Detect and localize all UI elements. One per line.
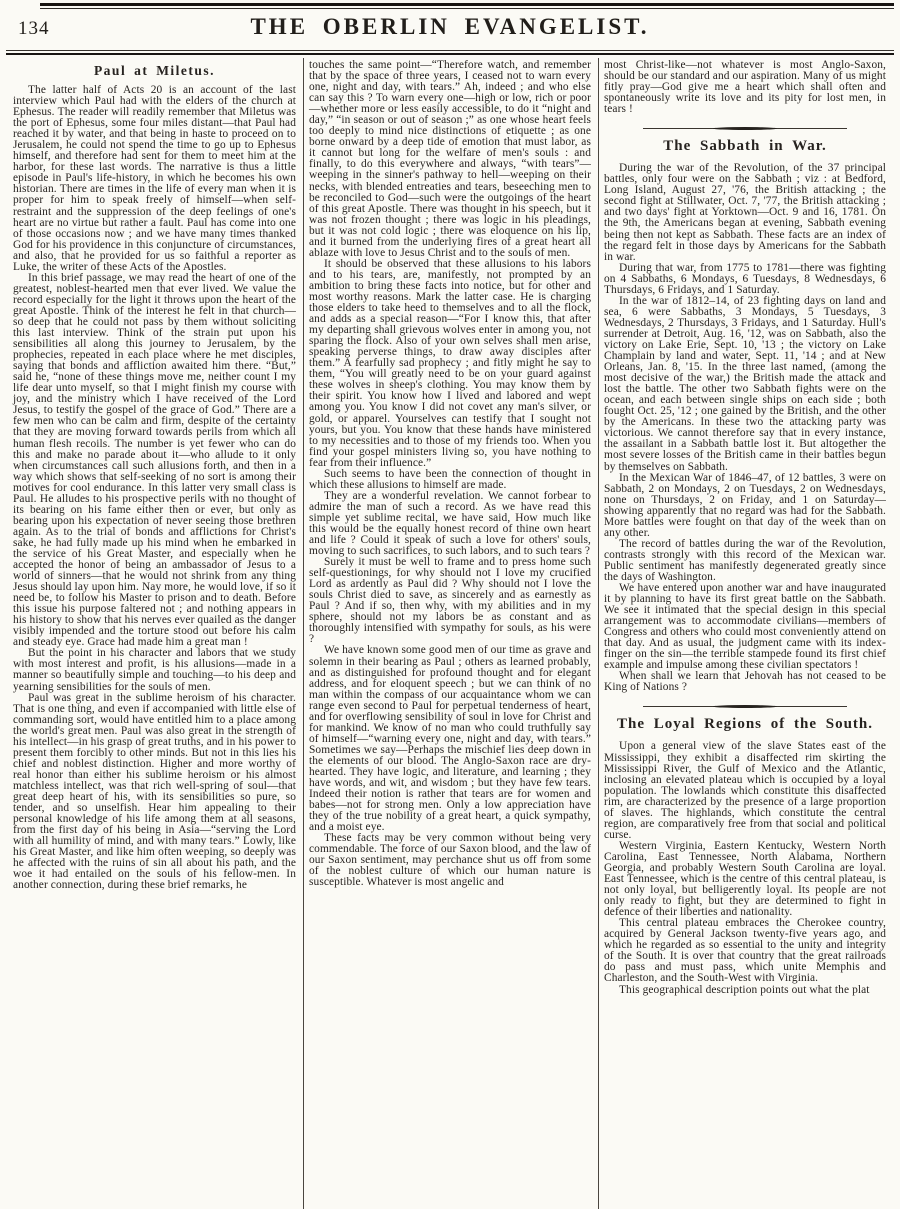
paragraph: Surely it must be well to frame and to press home such self-questionings, for why should not I love my crucified Lord as ardently as Paul did ? Why should not I love the souls Christ died to save, as sincerely and as earnestly as Paul ? And if so, then why, with my abilities and in my sphere, should not my labors be as constant and as thoroughly intensified with sympathy for souls, as his were ?	[309, 556, 591, 646]
header-rule-thin	[6, 50, 894, 51]
page-header	[14, 12, 886, 46]
paragraph: In the war of 1812–14, of 23 fighting days on land and sea, 6 were Sabbaths, 3 Mondays, 5 Tuesdays, 3 Wednesdays, 2 Thursdays, 3 Fridays, and 1 Saturday. Hull's surrender at Detroit, Aug. 16, '12, was on Sabbath, also the victory on Lake Erie, Sept. 10, '13 ; the victory on Lake Champlain by land and water, Sept. 11, '14 ; and at New Orleans, Jan. 8, '15. In the three last named, (among the most decisive of the war,) the British made the attack and lost the battle. The other two Sabbath fights were on the ocean, and each between single ships on each side ; both fought Oct. 25, '12 ; one gained by the British, and the other by the Americans. In these two the attacking party was victorious. We cannot therefore say that in every instance, the assailant in a Sabbath battle lost it. But altogether the most severe losses of the British came in their battles begun by themselves on Sabbath.	[604, 294, 886, 473]
column-3	[598, 58, 893, 1209]
paragraph: During that war, from 1775 to 1781—there was fighting on 4 Sabbaths, 6 Mondays, 6 Tuesdays, 8 Wednesdays, 6 Thursdays, 6 Fridays, and 1 Saturday.	[604, 261, 886, 296]
column-1	[8, 58, 303, 1209]
column-2	[303, 58, 598, 1209]
paragraph: We have entered upon another war and have inaugurated it by planning to have its first great battle on the Sabbath. We see it intimated that the special design in this special arrangement was to accommodate civilians—members of Congress and others who could most conveniently attend on that day. And as usual, the judgment came with its index-finger on the sin—the terrible stampede found its first chief example and impulse among these civilian spectators !	[604, 582, 886, 672]
paragraph: It should be observed that these allusions to his labors and to his tears, are, manifestly, not prompted by an ambition to bring these facts into notice, but for other and most worthy reasons. Mark the latter case. He is charging those elders to take heed to themselves and to all the flock, and adds as a special reason—“For I know this, that after my departing shall grievous wolves enter in among you, not sparing the flock. Also of your own selves shall men arise, speaking perverse things, to draw away disciples after them.” A fearfully sad prophecy ; and fitly might he say to them, “You will greatly need to be on your guard against these wolves in sheep's clothing. You may know them by their spirit. You know how I lived and labored and wept among you. You know I did not covet any man's silver, or gold, or apparel. Yourselves can testify that I sought not yours, but you. You know that these hands have ministered to my necessities and to those of my friends too. When you find your gospel ministers living so, you have nothing to fear from their influence.”	[309, 257, 591, 469]
top-rule-thin	[40, 8, 894, 9]
section-divider	[643, 127, 846, 130]
section-divider	[643, 705, 846, 708]
paragraph: The latter half of Acts 20 is an account of the last interview which Paul had with the elders of the church at Ephesus. The reader will readily remember that Miletus was the port of Ephesus, some four miles distant—that Paul had reached it by water, and that being in haste to proceed on to Jerusalem, he could not spend the time to go up to Ephesus himself, and therefore had sent for them to meet him at the harbor, for these last words. The narrative is thus a little episode in Paul's life-history, in which he becomes his own historian. There are times in the life of every man when it is proper for him to speak freely of himself—when self-restraint and the suppression of the deep feelings of one's heart are no virtue but rather a fault. Paul has come into one of those occasions now ; and we have many times thanked God for his providence in this conjuncture of circumstances, and also, that he provided for us so faithful a reporter as Luke, the writer of these Acts of the Apostles.	[13, 84, 296, 273]
article-title-paul-at-miletus: Paul at Miletus.	[93, 63, 216, 78]
swelled-rule-icon	[713, 705, 777, 708]
article-title-loyal-regions: The Loyal Regions of the South.	[616, 716, 874, 733]
paragraph: We have known some good men of our time as grave and solemn in their bearing as Paul ; others as learned probably, and as distinguished for profound thought and for elegant address, and for eloquent speech ; but we can think of no man within the compass of our acquaintance whom we can range even second to Paul for perpetual tenderness of heart, and for overflowing sensibility of soul in love for Christ and for mankind. We know of no man who could truthfully say of himself—“warning every one, night and day, with tears.” Sometimes we say—Perhaps the mischief lies deep down in the elements of our blood. The Anglo-Saxon race are dry-hearted. They have logic, and literature, and learning ; they have words, and wit, and wisdom ; but they have few tears. Indeed their notion is rather that tears are for women and babes—not for strong men. Only a low appreciation have they of the true nobility of a great heart, a quick sympathy, and a moist eye.	[309, 644, 591, 834]
paragraph: When shall we learn that Jehovah has not ceased to be King of Nations ?	[604, 670, 886, 694]
paragraph: This central plateau embraces the Cherokee country, acquired by General Jackson twenty-five years ago, and which he regarded as so essential to the unity and integrity of the South. It is over that country that the great railroads do pass and must pass, which unite Memphis and Charleston, and the South-West with Virginia.	[604, 917, 886, 985]
page-number: 134	[18, 18, 50, 39]
paragraph: Upon a general view of the slave States east of the Mississippi, they exhibit a disaffected rim skirting the Mississippi River, the Gulf of Mexico and the Atlantic, inclosing an elevated plateau which is occupied by a loyal population. The lowlands which constitute this disaffected rim, are characterized by the presence of a large proportion of slaves. The highlands, which constitute the central region, are comparatively free from that social and political curse.	[604, 740, 886, 841]
paragraph: Such seems to have been the connection of thought in which these allusions to himself are made.	[309, 467, 591, 491]
paragraph: In this brief passage, we may read the heart of one of the greatest, noblest-hearted men that ever lived. We value the record especially for the light it throws upon the heart of the great Apostle. Think of the interest he felt in that church—so deep that he could not pass by them without soliciting this last interview. Think of the strain put upon his sensibilities all along this journey to Jerusalem, by the prophecies, repeated in each place where he met disciples, saying that bonds and affliction awaited him there. “But,” said he, “none of these things move me, neither count I my life dear unto myself, so that I might finish my course with joy, and the ministry which I have received of the Lord Jesus, to testify the gospel of the grace of God.” There are a few men who can be calm and firm, despite of the certainty that they are moving forward towards perils from which all human flesh recoils. The number is yet fewer who can do this and make no parade about it—who allude to it only when circumstances call such allusions forth, and then in a way which shows that self-seeking of no sort is among their motives for cool endurance. In this latter very small class is Paul. He alludes to his prospective perils with no thought of its bearing on his fame either then or ever, but only as bearing upon his expectation of never seeing those brethren again. As to the trial of bonds and afflictions for Christ's sake, he had fully made up his mind when he embarked in the service of his Great Master, and especially when he accepted the honor of being an ambassador of Jesus to a world of sinners—that he would not shrink from any thing Jesus should lay upon him. Nay more, he would love, if so it need be, to follow his Master to prison and to death. Before this issue his purpose faltered not ; and nothing appears in his history to show that his nerves ever quailed as the danger visibly impended and the torture stood out before his calm and steady eye. Grace had made him a great man !	[13, 271, 296, 649]
paragraph: The record of battles during the war of the Revolution, contrasts strongly with this record of the Mexican war. Public sentiment has manifestly degenerated greatly since the days of Washington.	[604, 537, 886, 583]
paragraph: These facts may be very common without being very commendable. The force of our Saxon blood, and the law of our Saxon sentiment, may perchance shut us off from some of the noblest culture of which our human nature is susceptible. Whatever is most angelic and	[309, 832, 591, 889]
swelled-rule-icon	[713, 127, 777, 130]
paragraph: This geographical description points out what the plat	[619, 983, 870, 996]
paragraph: Western Virginia, Eastern Kentucky, Western North Carolina, East Tennessee, North Alabama, Northern Georgia, and probably Western South Carolina are loyal. East Tennessee, which is the centre of this central plateau, is not only loyal, but belligerently loyal. Its people are not only ready to fight, but they are determined to fight in defence of their liberties and nationality.	[604, 839, 886, 919]
top-rule-thick	[40, 3, 894, 6]
paragraph: But the point in his character and labors that we study with most interest and profit, is his allusions—made in a manner so beautifully simple and touching—to his deep and yearning sensibilities for the souls of men.	[13, 647, 296, 693]
paragraph: In the Mexican War of 1846–47, of 12 battles, 3 were on Sabbath, 2 on Mondays, 2 on Tuesdays, 2 on Wednesdays, none on Thursdays, 2 on Friday, and 1 on Saturday—showing apparently that no regard was had for the Sabbath. More battles were fought on that day of the week than on any other.	[604, 471, 886, 539]
paragraph: During the war of the Revolution, of the 37 principal battles, only four were on the Sabbath ; viz : at Bedford, Long Island, August 27, '76, the British attacking ; the second fight at Stillwater, Oct. 7, '77, the British attacking ; and two days' fight at Yorktown—Oct. 9 and 16, 1781. On the 9th, the Americans began at evening, Sabbath evening being then not kept as Sabbath. These facts are an index of the regard felt in those days by Americans for the Sabbath in war.	[604, 162, 886, 263]
paragraph: Paul was great in the sublime heroism of his character. That is one thing, and even if accompanied with little else of commanding sort, would have entitled him to a place among the world's great men. Paul was also great in the strength of his intellect—in his grasp of great truths, and in his power to present them forcibly to other minds. But not in this lies his chief and noblest distinction. Higher and more worthy of real honor than either his sublime heroism or his almost matchless intellect, was that rich well-spring of soul—that great deep heart of his, with its sensibilities so pure, so tender, and so unselfish. Hear him appealing to their personal knowledge of his life among them at all seasons, from the first day of his being in Asia—“serving the Lord with all humility of mind, and with many tears.” Lowly, like his Great Master, and like him often weeping, so deeply was he affected with the ruins of sin all about his path, and the woe it had entailed on the souls of his fellow-men. In another connection, during these brief remarks, he	[13, 691, 296, 892]
paragraph: most Christ-like—not whatever is most Anglo-Saxon, should be our standard and our aspiration. Many of us might fitly pray—God give me a heart which shall often and spontaneously write its love and its pity for lost men, in tears !	[604, 59, 886, 116]
paragraph: They are a wonderful revelation. We cannot forbear to admire the man of such a record. As we have read this simple yet sublime recital, we have said, How much like this would be the equally honest record of thine own heart and life ? Could it speak of such a love for others' souls, moving to such sacrifices, to such labors, and to such tears ?	[309, 489, 591, 558]
columns-container	[8, 58, 894, 1209]
masthead-title: THE OBERLIN EVANGELIST.	[250, 14, 650, 39]
paragraph: touches the same point—“Therefore watch, and remember that by the space of three years, I ceased not to warn every one, night and day, with tears.” Ah, indeed ; and who else can say this ? To warn every one—high or low, rich or poor—whether more or less easily accessible, to do it “night and day,” “in season or out of season ;” as one whose heart feels too deeply to mind nice distinctions of etiquette ; as one borne onward by a deep tide of emotion that must labor, as it cannot but long for the welfare of men's souls : and finally, to do this everywhere and always, “with tears”—weeping in the sinner's pathway to hell—weeping on their necks, with blended entreaties and tears, beseeching men to be reconciled to God—such were the outgoings of the heart of this great Apostle. There was thought in his speech, but it was not frozen thought ; there was logic in his pleadings, but it was not cold logic ; there was eloquence on his lip, and it burned from the underlying fires of a great heart all ablaze with love to Jesus Christ and to the souls of men.	[309, 59, 591, 259]
article-title-sabbath-in-war: The Sabbath in War.	[663, 138, 827, 155]
header-rule-thick	[6, 53, 894, 55]
